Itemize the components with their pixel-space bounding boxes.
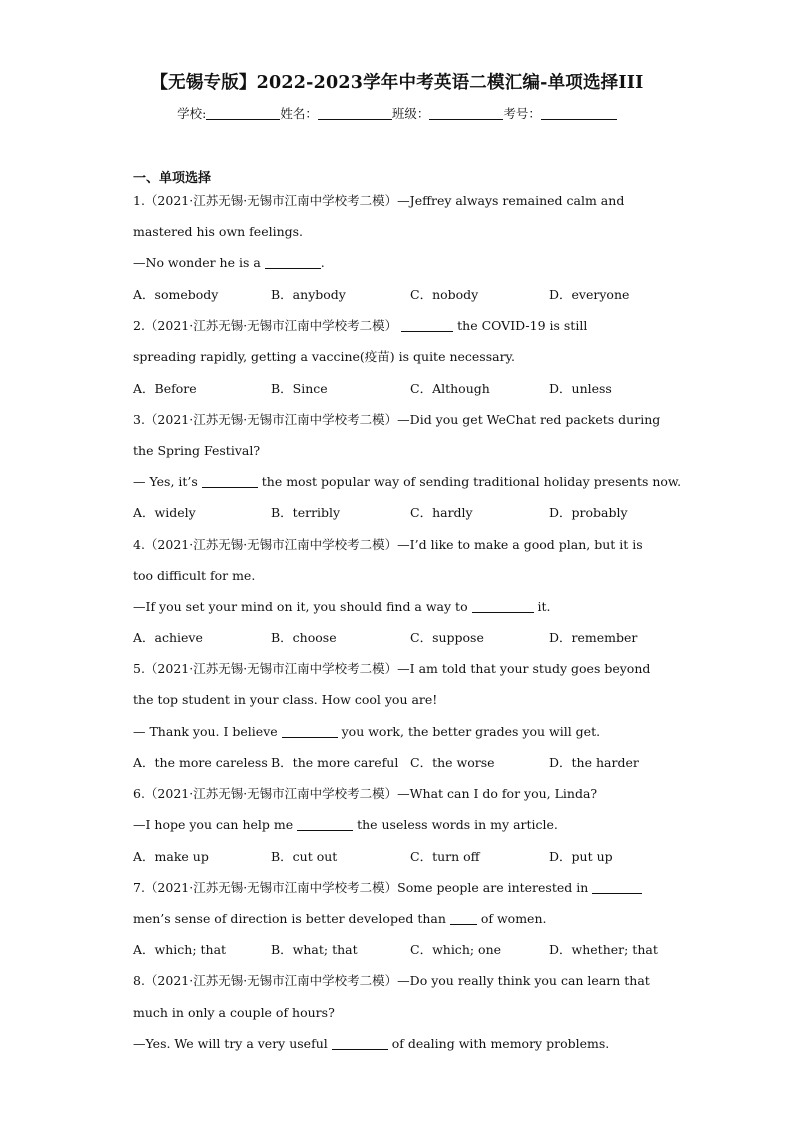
school-label: 学校: <box>177 106 207 121</box>
option-d[interactable]: D．probably <box>549 505 628 520</box>
option-a[interactable]: A．somebody <box>133 287 219 302</box>
question-3-text-end: the most popular way of sending traditional holiday presents now. <box>257 474 682 489</box>
id-label: 考号： <box>503 106 541 121</box>
question-2-text-end: the COVID-19 is still <box>453 318 588 333</box>
option-a[interactable]: A．which; that <box>133 942 227 957</box>
question-5-stem: 5.（2021·江苏无锡·无锡市江南中学校考二模）—I am told that your study goes beyond <box>133 661 651 676</box>
question-6-text-end: the useless words in my article. <box>353 817 558 832</box>
question-2-text: 2.（2021·江苏无锡·无锡市江南中学校考二模） <box>133 318 402 333</box>
option-d[interactable]: D．everyone <box>549 287 630 302</box>
option-c[interactable]: C．Although <box>410 381 490 396</box>
option-d[interactable]: D．the harder <box>549 755 639 770</box>
question-7-text-cont: men’s sense of direction is better developed than <box>133 911 450 926</box>
option-b[interactable]: B．what; that <box>271 942 358 957</box>
student-info-row <box>0 104 794 122</box>
option-b[interactable]: B．Since <box>271 381 328 396</box>
question-2-stem <box>133 318 587 334</box>
document-title: 【无锡专版】2022-2023学年中考英语二模汇编-单项选择III <box>150 73 644 93</box>
question-3-text: — Yes, it’s <box>133 474 202 489</box>
question-3-dialogue <box>133 474 681 490</box>
answer-blank <box>401 319 453 332</box>
question-1-dialogue <box>133 255 325 271</box>
question-5-dialogue <box>133 724 600 740</box>
question-4-stem: 4.（2021·江苏无锡·无锡市江南中学校考二模）—I’d like to make a good plan, but it is <box>133 537 643 552</box>
question-7-text: 7.（2021·江苏无锡·无锡市江南中学校考二模）Some people are interested in <box>133 880 593 895</box>
question-3-stem: 3.（2021·江苏无锡·无锡市江南中学校考二模）—Did you get WeChat red packets during <box>133 412 661 427</box>
answer-blank <box>297 818 353 831</box>
name-field[interactable] <box>318 107 392 120</box>
option-a[interactable]: A．widely <box>133 505 196 520</box>
option-a[interactable]: A．achieve <box>133 630 203 645</box>
option-c[interactable]: C．nobody <box>410 287 479 302</box>
question-1-text: —No wonder he is a <box>133 255 265 270</box>
option-a[interactable]: A．the more careless <box>133 755 268 770</box>
option-d[interactable]: D．put up <box>549 849 613 864</box>
question-8-text: —Yes. We will try a very useful <box>133 1036 332 1051</box>
option-b[interactable]: B．the more careful <box>271 755 399 770</box>
question-6-dialogue <box>133 817 558 833</box>
option-a[interactable]: A．Before <box>133 381 197 396</box>
question-1-stem-cont: mastered his own feelings. <box>133 224 304 239</box>
class-field[interactable] <box>429 107 503 120</box>
option-c[interactable]: C．hardly <box>410 505 473 520</box>
option-b[interactable]: B．cut out <box>271 849 338 864</box>
question-8-stem-cont: much in only a couple of hours? <box>133 1005 335 1020</box>
option-d[interactable]: D．whether; that <box>549 942 658 957</box>
question-5-text: — Thank you. I believe <box>133 724 282 739</box>
question-6-stem: 6.（2021·江苏无锡·无锡市江南中学校考二模）—What can I do for you, Linda? <box>133 786 598 801</box>
name-label: 姓名： <box>280 106 318 121</box>
question-8-stem: 8.（2021·江苏无锡·无锡市江南中学校考二模）—Do you really think you can learn that <box>133 973 650 988</box>
question-8-dialogue <box>133 1036 609 1052</box>
class-label: 班级： <box>391 106 430 121</box>
answer-blank <box>450 912 477 925</box>
option-d[interactable]: D．unless <box>549 381 612 396</box>
question-7-text-end: of women. <box>476 911 547 926</box>
question-7-stem-cont <box>133 911 546 927</box>
answer-blank <box>282 725 338 738</box>
option-c[interactable]: C．turn off <box>410 849 480 864</box>
option-d[interactable]: D．remember <box>549 630 638 645</box>
option-b[interactable]: B．anybody <box>271 287 346 302</box>
section-title: 一、单项选择 <box>133 171 212 186</box>
question-4-text: —If you set your mind on it, you should find a way to <box>133 599 472 614</box>
answer-blank <box>592 881 642 894</box>
question-4-stem-cont: too difficult for me. <box>133 568 256 583</box>
question-5-stem-cont: the top student in your class. How cool you are! <box>133 692 438 707</box>
answer-blank <box>332 1037 388 1050</box>
option-c[interactable]: C．suppose <box>410 630 484 645</box>
question-2-stem-cont: spreading rapidly, getting a vaccine(疫苗) is quite necessary. <box>133 349 515 364</box>
option-c[interactable]: C．the worse <box>410 755 495 770</box>
question-7-stem <box>133 880 642 896</box>
answer-blank <box>472 600 534 613</box>
question-1-text-end: . <box>320 255 325 270</box>
question-1-stem: 1.（2021·江苏无锡·无锡市江南中学校考二模）—Jeffrey always remained calm and <box>133 193 625 208</box>
option-c[interactable]: C．which; one <box>410 942 502 957</box>
option-b[interactable]: B．terribly <box>271 505 341 520</box>
question-6-text: —I hope you can help me <box>133 817 298 832</box>
question-8-text-end: of dealing with memory problems. <box>387 1036 610 1051</box>
question-5-text-end: you work, the better grades you will get. <box>337 724 601 739</box>
option-b[interactable]: B．choose <box>271 630 337 645</box>
answer-blank <box>202 475 258 488</box>
option-a[interactable]: A．make up <box>133 849 209 864</box>
id-field[interactable] <box>541 107 617 120</box>
question-3-stem-cont: the Spring Festival? <box>133 443 261 458</box>
school-field[interactable] <box>206 107 280 120</box>
question-4-text-end: it. <box>533 599 551 614</box>
answer-blank <box>265 256 321 269</box>
question-4-dialogue <box>133 599 551 615</box>
